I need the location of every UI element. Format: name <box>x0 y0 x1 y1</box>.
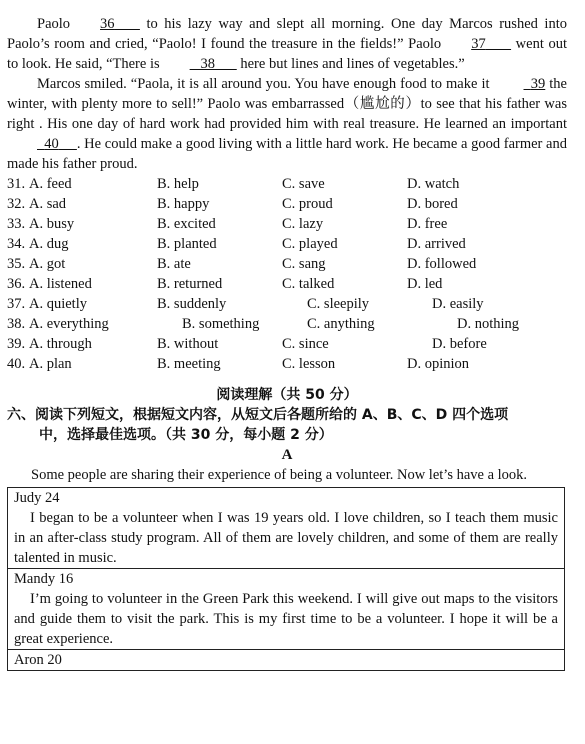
option-d: D. led <box>407 276 443 292</box>
table-row <box>8 650 565 671</box>
table-row <box>8 569 565 650</box>
table-row <box>8 488 565 569</box>
option-a: A. dug <box>29 236 69 252</box>
blank-38: 38 <box>200 56 215 72</box>
text-run: the winter, with plenty more to sell!” Paolo was embarrassed（尴尬的）to see that his father was right . His one day of hard work had provided him with real treasure. He learned an important <box>7 76 567 132</box>
part-label: A <box>281 447 293 463</box>
question-row <box>7 274 567 294</box>
option-d: D. nothing <box>457 316 520 332</box>
question-number: 39. <box>7 336 26 352</box>
option-d: D. opinion <box>407 356 470 372</box>
option-a: A. listened <box>29 276 92 292</box>
blank-39: 39 <box>530 76 546 92</box>
option-d: D. arrived <box>407 236 466 252</box>
option-c: C. talked <box>282 276 335 292</box>
option-a: A. everything <box>29 316 109 332</box>
question-row <box>7 354 567 374</box>
question-number: 40. <box>7 356 26 372</box>
option-b: B. suddenly <box>157 296 227 312</box>
question-row <box>7 334 567 354</box>
option-b: B. returned <box>157 276 223 292</box>
option-b: B. excited <box>157 216 216 232</box>
option-a: A. got <box>29 256 66 272</box>
option-a: A. sad <box>29 196 67 212</box>
option-d: D. watch <box>407 176 460 192</box>
text-run: to his lazy way and slept all morning. One day Marcos rushed into Paolo’s room and cried, “Paolo! I found the treasure in the fields!” Paolo <box>7 16 567 52</box>
option-c: C. sleepily <box>307 296 370 312</box>
question-number: 34. <box>7 236 26 252</box>
volunteer-name: Mandy 16 <box>14 571 74 587</box>
passage-paragraph-1 <box>7 14 567 74</box>
question-number: 35. <box>7 256 26 272</box>
text-run: went out to look. He said, “There is <box>7 36 567 72</box>
section-title: 阅读理解（共 50 分） <box>216 387 358 403</box>
option-d: D. bored <box>407 196 458 212</box>
intro-paragraph: Some people are sharing their experience of being a volunteer. Now let’s have a look. <box>31 467 528 483</box>
option-b: B. happy <box>157 196 210 212</box>
question-number: 38. <box>7 316 26 332</box>
option-c: C. save <box>282 176 325 192</box>
question-row <box>7 254 567 274</box>
question-row <box>7 234 567 254</box>
question-row <box>7 174 567 194</box>
option-d: D. followed <box>407 256 477 272</box>
option-c: C. lesson <box>282 356 336 372</box>
option-b: B. help <box>157 176 199 192</box>
option-c: C. lazy <box>282 216 324 232</box>
option-c: C. sang <box>282 256 326 272</box>
question-number: 32. <box>7 196 26 212</box>
option-c: C. since <box>282 336 329 352</box>
instruction-line-1: 六、阅读下列短文，根据短文内容，从短文后各题所给的 A、B、C、D 四个选项 <box>7 407 509 423</box>
option-b: B. planted <box>157 236 217 252</box>
question-row <box>7 294 567 314</box>
option-c: C. anything <box>307 316 375 332</box>
question-row <box>7 314 567 334</box>
passage-paragraph-2 <box>7 74 567 174</box>
option-b: B. without <box>157 336 219 352</box>
option-a: A. quietly <box>29 296 87 312</box>
option-b: B. ate <box>157 256 191 272</box>
text-run: Paolo <box>37 16 71 32</box>
exam-page <box>7 14 567 671</box>
blank-36: 36 <box>100 16 115 32</box>
question-number: 37. <box>7 296 26 312</box>
option-d: D. easily <box>432 296 484 312</box>
volunteer-text: I’m going to volunteer in the Green Park this weekend. I will give out maps to the visitors and guide them to visit the park. This is my first time to be a volunteer. I hope it will be a great experience. <box>14 591 558 647</box>
blank-37: 37 <box>471 36 486 52</box>
volunteer-text: I began to be a volunteer when I was 19 years old. I love children, so I teach them music in an after-class study program. All of them are lovely children, and some of them are really talented in music. <box>14 510 558 566</box>
option-b: B. meeting <box>157 356 221 372</box>
question-row <box>7 194 567 214</box>
option-d: D. free <box>407 216 448 232</box>
volunteer-table <box>7 487 565 671</box>
question-number: 31. <box>7 176 26 192</box>
option-c: C. played <box>282 236 338 252</box>
question-number: 36. <box>7 276 26 292</box>
blank-40: 40 <box>44 136 59 152</box>
option-d: D. before <box>432 336 487 352</box>
instruction-line-2: 中，选择最佳选项。（共 30 分，每小题 2 分） <box>39 427 333 443</box>
text-run: Marcos smiled. “Paola, it is all around you. You have enough food to make it <box>37 76 494 92</box>
option-c: C. proud <box>282 196 333 212</box>
question-options-list <box>7 174 567 374</box>
question-row <box>7 214 567 234</box>
volunteer-name: Judy 24 <box>14 490 60 506</box>
question-number: 33. <box>7 216 26 232</box>
option-a: A. through <box>29 336 92 352</box>
text-run: here but lines and lines of vegetables.” <box>236 56 465 72</box>
option-a: A. feed <box>29 176 72 192</box>
instruction <box>7 405 567 445</box>
option-a: A. busy <box>29 216 75 232</box>
option-a: A. plan <box>29 356 72 372</box>
text-run: . He could make a good living with a little hard work. He became a good farmer and made his father proud. <box>7 136 567 172</box>
option-b: B. something <box>182 316 260 332</box>
volunteer-name: Aron 20 <box>14 652 62 668</box>
